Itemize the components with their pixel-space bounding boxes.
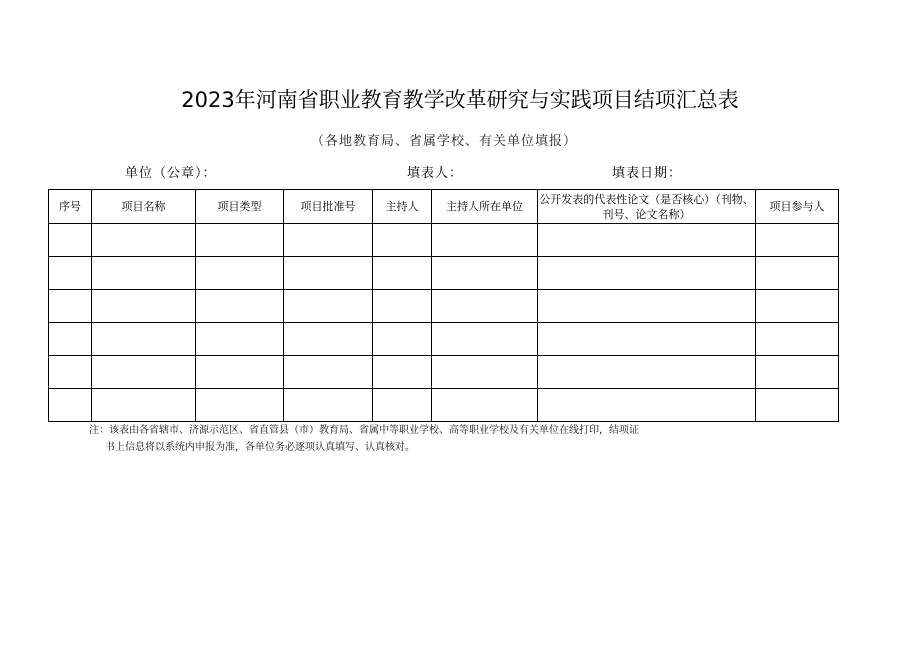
table-cell[interactable] [373,389,432,422]
table-cell[interactable] [432,290,538,323]
table-cell[interactable] [92,356,196,389]
table-cell[interactable] [92,290,196,323]
fill-date-label: 填表日期： [612,166,683,181]
table-header-row [49,190,839,224]
filler-label: 填表人： [407,166,464,181]
col-header-approval-number: 项目批准号 [284,190,373,224]
table-cell[interactable] [432,224,538,257]
unit-seal-label: 单位（公章）： [125,166,217,181]
table-cell[interactable] [756,290,839,323]
table-cell[interactable] [538,224,756,257]
col-header-host-unit: 主持人所在单位 [432,190,538,224]
table-cell[interactable] [284,323,373,356]
table-cell[interactable] [373,257,432,290]
table-cell[interactable] [49,356,92,389]
table-row [49,290,839,323]
table-cell[interactable] [92,389,196,422]
table-cell[interactable] [284,290,373,323]
table-row [49,323,839,356]
col-header-host: 主持人 [373,190,432,224]
table-cell[interactable] [284,257,373,290]
table-cell[interactable] [756,257,839,290]
footnote-line-2: 书上信息将以系统内申报为准，各单位务必逐项认真填写、认真核对。 [105,442,415,453]
table-cell[interactable] [538,290,756,323]
table-cell[interactable] [92,224,196,257]
document-title: 2023年河南省职业教育教学改革研究与实践项目结项汇总表 [181,88,739,112]
table-cell[interactable] [196,389,284,422]
table-row [49,389,839,422]
table-cell[interactable] [432,323,538,356]
table-cell[interactable] [538,356,756,389]
col-header-project-type: 项目类型 [196,190,284,224]
table-cell[interactable] [432,356,538,389]
table-cell[interactable] [756,389,839,422]
table-cell[interactable] [373,290,432,323]
table-cell[interactable] [284,356,373,389]
table-cell[interactable] [373,356,432,389]
table-cell[interactable] [196,257,284,290]
table-cell[interactable] [196,224,284,257]
table-cell[interactable] [49,224,92,257]
table-cell[interactable] [538,257,756,290]
table-cell[interactable] [373,323,432,356]
table-cell[interactable] [49,257,92,290]
table-cell[interactable] [284,389,373,422]
table-row [49,356,839,389]
table-cell[interactable] [373,224,432,257]
table-cell[interactable] [92,257,196,290]
table-cell[interactable] [756,356,839,389]
document-subtitle: （各地教育局、省属学校、有关单位填报） [310,134,577,149]
table-cell[interactable] [49,290,92,323]
table-row [49,224,839,257]
table-cell[interactable] [196,290,284,323]
col-header-project-name: 项目名称 [92,190,196,224]
col-header-papers: 公开发表的代表性论文（是否核心）（刊物、刊号、论文名称） [538,190,756,224]
table-cell[interactable] [756,224,839,257]
footnote [89,422,779,456]
table-cell[interactable] [196,323,284,356]
col-header-participants: 项目参与人 [756,190,839,224]
table-cell[interactable] [538,389,756,422]
table-cell[interactable] [49,389,92,422]
table-row [49,257,839,290]
footnote-line-1: 注：该表由各省辖市、济源示范区、省直管县（市）教育局、省属中等职业学校、高等职业学校及有关单位在线打印，结项证 [89,425,639,436]
table-cell[interactable] [538,323,756,356]
table-cell[interactable] [196,356,284,389]
summary-table [48,189,839,422]
table-cell[interactable] [432,257,538,290]
table-cell[interactable] [756,323,839,356]
table-cell[interactable] [49,323,92,356]
col-header-index: 序号 [49,190,92,224]
table-cell[interactable] [432,389,538,422]
table-cell[interactable] [284,224,373,257]
table-cell[interactable] [92,323,196,356]
